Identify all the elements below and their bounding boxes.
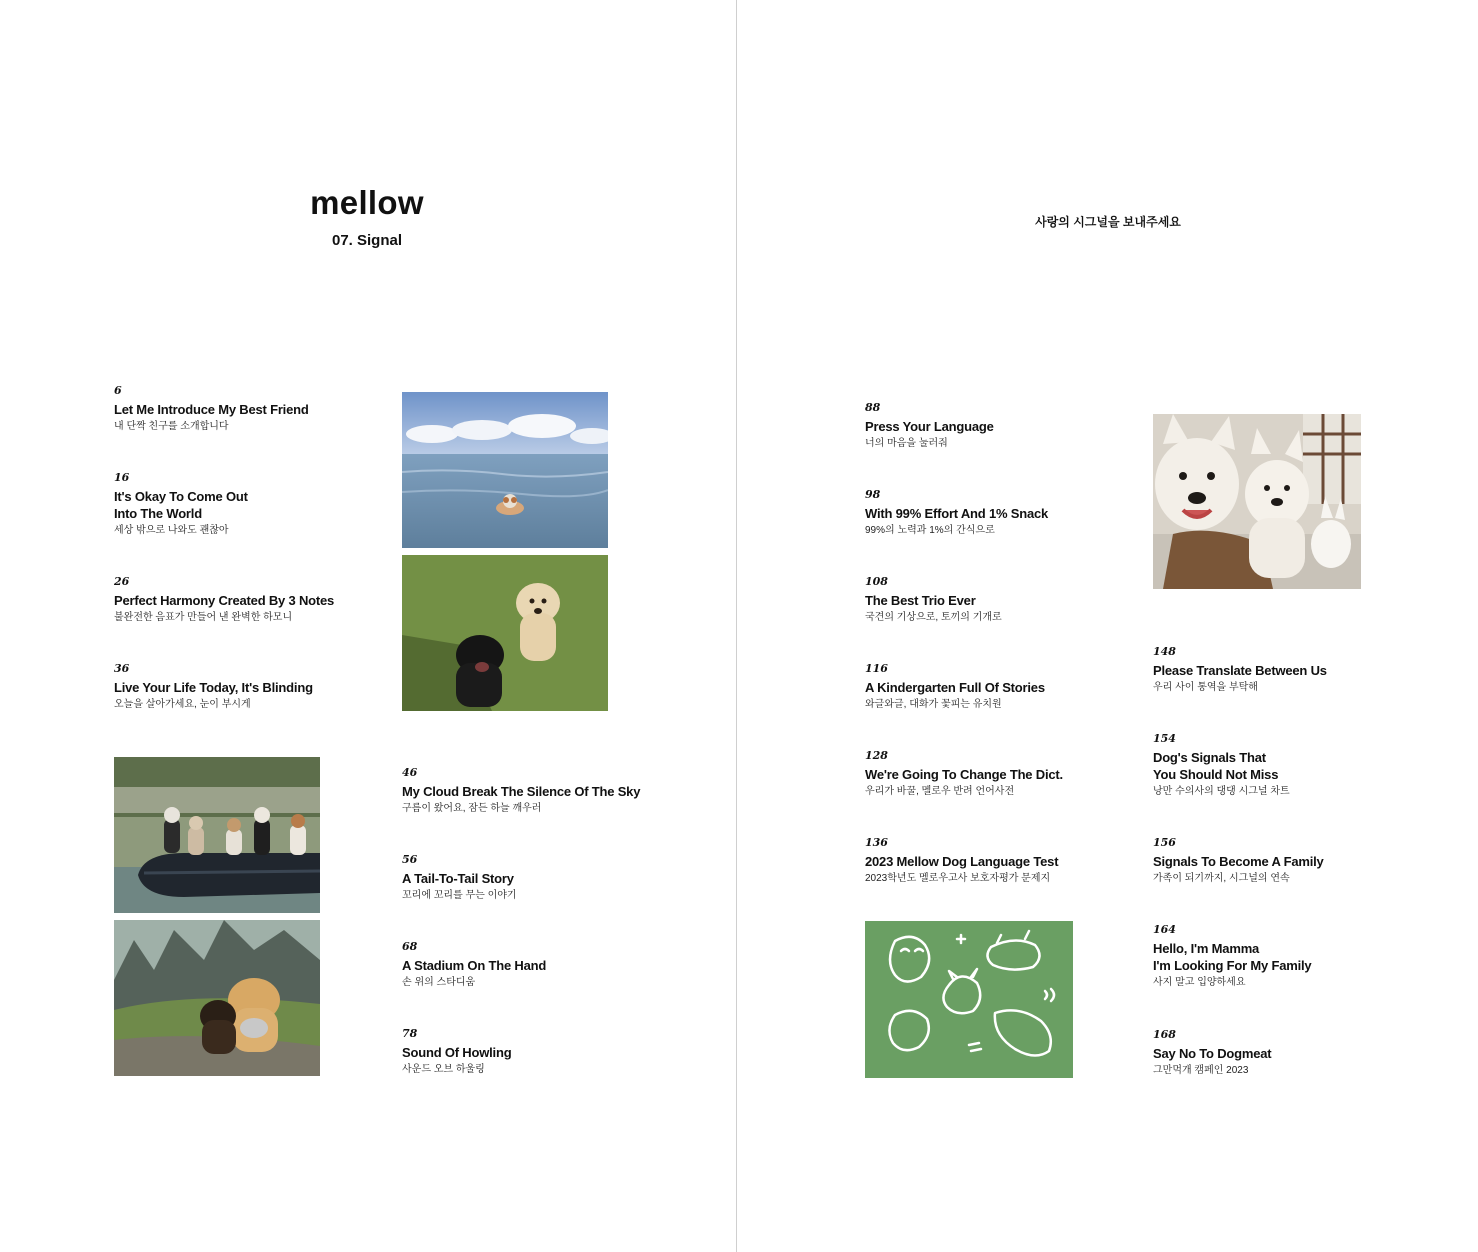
entry-title: Live Your Life Today, It's Blinding — [114, 680, 313, 695]
entry-subtitle: 세상 밖으로 나와도 괜찮아 — [114, 525, 229, 536]
toc-entry[interactable] — [865, 749, 1063, 799]
page-number: 16 — [114, 471, 130, 484]
page-number: 46 — [402, 766, 418, 779]
page-number: 98 — [865, 488, 881, 501]
entry-title: Perfect Harmony Created By 3 Notes — [114, 593, 335, 608]
photo-three-white-dogs — [1153, 414, 1361, 589]
toc-entry[interactable] — [402, 766, 640, 816]
entry-subtitle: 국견의 기상으로, 토끼의 기개로 — [865, 612, 1002, 623]
toc-entry[interactable] — [402, 940, 546, 990]
page-number: 6 — [114, 384, 122, 397]
toc-entry[interactable] — [865, 575, 1002, 625]
entry-title-line: You Should Not Miss — [1153, 767, 1279, 782]
toc-entry[interactable] — [865, 401, 994, 451]
toc-entry[interactable] — [402, 853, 517, 903]
entry-title: The Best Trio Ever — [865, 593, 976, 608]
toc-entry[interactable] — [114, 662, 313, 712]
toc-entry[interactable] — [114, 471, 248, 538]
page-number: 164 — [1153, 923, 1176, 936]
page-number: 156 — [1153, 836, 1176, 849]
entry-subtitle: 꼬리에 꼬리를 무는 이야기 — [402, 890, 517, 901]
page-number: 108 — [865, 575, 888, 588]
entry-subtitle: 손 위의 스타디움 — [402, 977, 476, 988]
entry-subtitle: 오늘을 살아가세요, 눈이 부시게 — [114, 699, 251, 710]
page-number: 136 — [865, 836, 888, 849]
entry-title: Sound Of Howling — [402, 1045, 512, 1060]
page-number: 88 — [865, 401, 881, 414]
page-number: 128 — [865, 749, 888, 762]
entry-subtitle: 와글와글, 대화가 꽃피는 유치원 — [865, 699, 1002, 710]
magazine-tagline: 사랑의 시그널을 보내주세요 — [1035, 215, 1181, 229]
entry-subtitle: 낭만 수의사의 댕댕 시그널 차트 — [1153, 786, 1290, 797]
entry-title: Let Me Introduce My Best Friend — [114, 402, 309, 417]
page-number: 116 — [865, 662, 888, 675]
entry-title-line: I'm Looking For My Family — [1153, 958, 1312, 973]
page-number: 36 — [114, 662, 130, 675]
entry-title-line: Into The World — [114, 506, 202, 521]
toc-entry[interactable] — [865, 662, 1045, 712]
entry-subtitle: 너의 마음을 눌러줘 — [865, 438, 948, 449]
entry-title: Say No To Dogmeat — [1153, 1046, 1272, 1061]
entry-title: A Tail-To-Tail Story — [402, 871, 514, 886]
entry-title: A Stadium On The Hand — [402, 958, 547, 973]
photo-dogs-on-boat — [114, 757, 320, 913]
right-page — [738, 0, 1478, 1252]
entry-title-line: Dog's Signals That — [1153, 750, 1266, 765]
page-number: 68 — [402, 940, 418, 953]
entry-title: We're Going To Change The Dict. — [865, 767, 1063, 782]
toc-entry[interactable] — [114, 384, 309, 434]
entry-title: With 99% Effort And 1% Snack — [865, 506, 1049, 521]
issue-label: 07. Signal — [331, 232, 403, 249]
entry-subtitle: 가족이 되기까지, 시그널의 연속 — [1153, 873, 1290, 884]
entry-title: My Cloud Break The Silence Of The Sky — [402, 784, 641, 799]
entry-subtitle: 불완전한 음표가 만들어 낸 완벽한 하모니 — [114, 612, 293, 623]
entry-title-line: Hello, I'm Mamma — [1153, 941, 1260, 956]
entry-subtitle: 99%의 노력과 1%의 간식으로 — [865, 525, 995, 536]
page-number: 78 — [402, 1027, 418, 1040]
toc-entry[interactable] — [1153, 645, 1327, 695]
toc-entry[interactable] — [1153, 836, 1324, 886]
photo-dogs-mountain — [114, 920, 320, 1076]
page-number: 148 — [1153, 645, 1176, 658]
photo-two-labradors-grass — [402, 555, 608, 711]
entry-title-line: It's Okay To Come Out — [114, 489, 248, 504]
entry-title: Signals To Become A Family — [1153, 854, 1324, 869]
toc-entry[interactable] — [865, 836, 1058, 886]
entry-subtitle: 2023학년도 멜로우고사 보호자평가 문제지 — [865, 873, 1051, 884]
toc-entry[interactable] — [865, 488, 1048, 538]
page-number: 154 — [1153, 732, 1176, 745]
illustration-dogs-green — [865, 921, 1073, 1078]
toc-entry[interactable] — [1153, 1028, 1271, 1078]
toc-entry[interactable] — [1153, 732, 1290, 799]
page-number: 168 — [1153, 1028, 1176, 1041]
entry-title: 2023 Mellow Dog Language Test — [865, 854, 1059, 869]
magazine-title: mellow — [310, 184, 424, 221]
entry-subtitle: 우리 사이 통역을 부탁해 — [1153, 682, 1258, 693]
page-number: 26 — [114, 575, 130, 588]
toc-entry[interactable] — [402, 1027, 511, 1077]
entry-subtitle: 구름이 왔어요, 잠든 하늘 깨우러 — [402, 803, 542, 814]
entry-subtitle: 내 단짝 친구를 소개합니다 — [114, 421, 229, 432]
page-number: 56 — [402, 853, 418, 866]
toc-entry[interactable] — [1153, 923, 1311, 990]
entry-subtitle: 사운드 오브 하울링 — [402, 1064, 485, 1075]
entry-subtitle: 우리가 바꿀, 멜로우 반려 언어사전 — [865, 786, 1015, 797]
toc-entry[interactable] — [114, 575, 334, 625]
entry-title: A Kindergarten Full Of Stories — [865, 680, 1045, 695]
entry-title: Please Translate Between Us — [1153, 663, 1327, 678]
entry-subtitle: 사지 말고 입양하세요 — [1153, 977, 1246, 988]
photo-dog-swimming-sea — [402, 392, 608, 548]
entry-subtitle: 그만먹개 캠페인 2023 — [1153, 1065, 1249, 1076]
entry-title: Press Your Language — [865, 419, 994, 434]
